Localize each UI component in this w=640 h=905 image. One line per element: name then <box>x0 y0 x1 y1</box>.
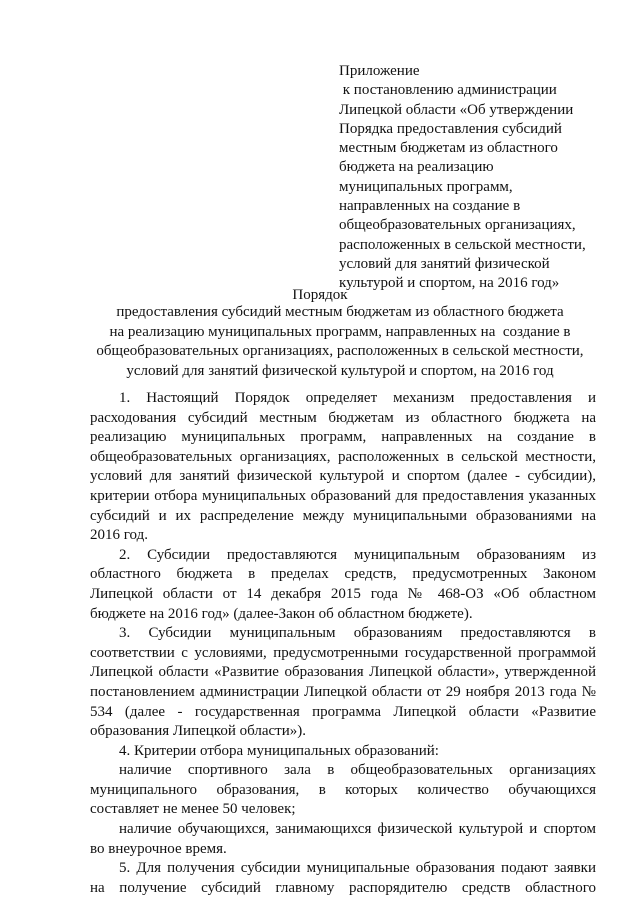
body-line: 2. Субсидии предоставляются муниципальным образованиям из <box>119 546 596 563</box>
body-line: областного бюджета в пределах средств, предусмотренных Законом <box>90 566 596 583</box>
body-line: 1. Настоящий Порядок определяет механизм предоставления и <box>119 390 596 406</box>
body-line: бюджете на 2016 год» (далее-Закон об областном бюджете). <box>90 605 473 622</box>
body-line: критерии отбора муниципальных образований для предоставления указанных <box>90 487 596 504</box>
annex-line: местным бюджетам из областного <box>339 140 558 157</box>
body-line: наличие спортивного зала в общеобразовательных организациях <box>119 762 596 779</box>
body-line: 534 (далее - государственная программа Липецкой области «Развитие <box>90 703 596 720</box>
annex-line: Приложение <box>339 63 420 79</box>
body-line: соответствии с условиями, предусмотренными государственной программой <box>90 644 596 661</box>
annex-line: бюджета на реализацию <box>339 159 494 176</box>
body-line: на получение субсидий главному распорядителю средств областного <box>90 879 596 896</box>
subtitle-line: общеобразовательных организациях, расположенных в сельской местности, <box>96 343 584 359</box>
annex-line: условий для занятий физической <box>339 255 550 272</box>
body-line: расходования субсидий местным бюджетам из областного бюджета на <box>90 409 596 426</box>
body-line: постановлением администрации Липецкой области от 29 ноября 2013 года № <box>90 683 596 700</box>
body-line: общеобразовательных организациях, расположенных в сельской местности, <box>90 448 596 465</box>
body-line: реализацию муниципальных программ, направленных на создание в <box>90 429 596 446</box>
annex-line: расположенных в сельской местности, <box>339 236 586 253</box>
subtitle-line: предоставления субсидий местным бюджетам из областного бюджета <box>116 304 564 320</box>
body-line: Липецкой области «Развитие образования Липецкой области», утвержденной <box>90 664 596 681</box>
body-line: 3. Субсидии муниципальным образованиям предоставляются в <box>119 625 596 642</box>
annex-line: Липецкой области «Об утверждении <box>339 101 574 118</box>
subtitle-line: условий для занятий физической культурой и спортом, на 2016 год <box>126 362 554 379</box>
document-body <box>90 389 596 898</box>
body-line: образования Липецкой области»). <box>90 723 306 740</box>
document-subtitle <box>40 303 640 381</box>
body-line: субсидий и их распределение между муниципальными образованиями на <box>90 507 596 524</box>
annex-line: общеобразовательных организациях, <box>339 217 576 234</box>
annex-header <box>339 62 599 294</box>
annex-line: Порядка предоставления субсидий <box>339 120 562 137</box>
body-line: 4. Критерии отбора муниципальных образований: <box>119 742 439 759</box>
annex-line: к постановлению администрации <box>339 82 557 99</box>
document-title: Порядок <box>292 287 348 303</box>
body-line: наличие обучающихся, занимающихся физической культурой и спортом <box>119 821 596 838</box>
subtitle-line: на реализацию муниципальных программ, направленных на создание в <box>109 323 571 340</box>
body-line: 5. Для получения субсидии муниципальные образования подают заявки <box>119 860 596 877</box>
annex-line: муниципальных программ, <box>339 178 513 195</box>
body-line: муниципального образования, в которых количество обучающихся <box>90 781 596 798</box>
body-line: условий для занятий физической культурой и спортом (далее - субсидии), <box>90 468 596 485</box>
body-line: во внеурочное время. <box>90 840 227 857</box>
body-line: Липецкой области от 14 декабря 2015 года № 468-ОЗ «Об областном <box>90 585 596 602</box>
annex-line: культурой и спортом, на 2016 год» <box>339 275 560 292</box>
annex-line: направленных на создание в <box>339 198 521 215</box>
body-line: составляет не менее 50 человек; <box>90 801 296 818</box>
body-line: 2016 год. <box>90 527 148 544</box>
